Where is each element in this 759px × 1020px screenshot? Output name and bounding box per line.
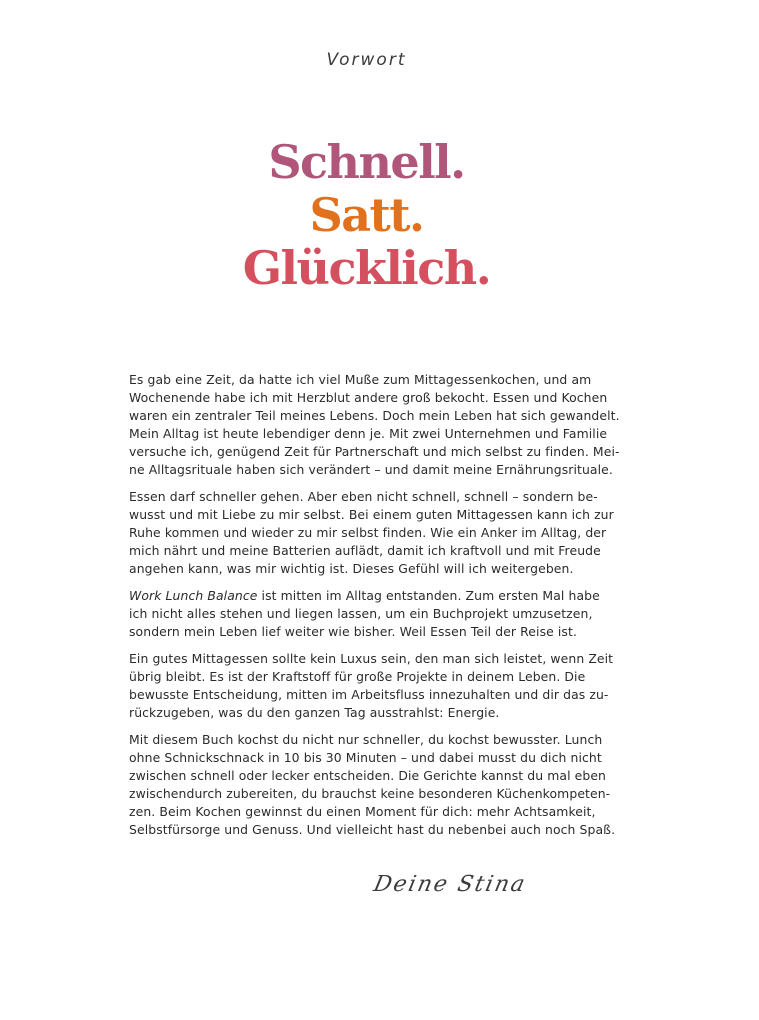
text-line: rückzugeben, was du den ganzen Tag ausstrahlst: Energie. (129, 705, 500, 720)
text-line: Ruhe kommen und wieder zu mir selbst finden. Wie ein Anker im Alltag, der (129, 525, 607, 540)
text-line: waren ein zentraler Teil meines Lebens. Doch mein Leben hat sich gewandelt. (129, 408, 620, 423)
text-fragment: ist mitten im Alltag entstanden. Zum ersten Mal habe (257, 588, 600, 603)
text-line: ich nicht alles stehen und liegen lassen, um ein Buchprojekt umzusetzen, (129, 606, 593, 621)
text-line: bewusste Entscheidung, mitten im Arbeitsfluss innezuhalten und dir das zu- (129, 687, 609, 702)
foreword-body (129, 371, 620, 848)
headline (0, 136, 733, 295)
paragraph-4 (129, 650, 614, 722)
text-line: Es gab eine Zeit, da hatte ich viel Muße zum Mittagessenkochen, und am (129, 372, 592, 387)
text-line: ne Alltagsrituale haben sich verändert – und damit meine Ernährungsrituale. (129, 462, 613, 477)
headline-line-schnell: Schnell. (268, 135, 465, 189)
text-line: wusst und mit Liebe zu mir selbst. Bei einem guten Mittagessen kann ich zur (129, 507, 614, 522)
headline-line-gluecklich: Glücklich. (242, 241, 491, 295)
text-line: Ein gutes Mittagessen sollte kein Luxus sein, den man sich leistet, wenn Zeit (129, 651, 614, 666)
text-line: versuche ich, genügend Zeit für Partnerschaft und mich selbst zu finden. Mei- (129, 444, 620, 459)
text-line: zwischen schnell oder lecker entscheiden. Die Gerichte kannst du mal eben (129, 768, 607, 783)
paragraph-3 (129, 587, 599, 641)
book-title-italic: Work Lunch Balance (129, 588, 258, 603)
signature: Deine Stina (371, 872, 529, 897)
section-title: Vorwort (326, 50, 407, 70)
text-line: angehen kann, was mir wichtig ist. Dieses Gefühl will ich weitergeben. (129, 561, 574, 576)
headline-line-satt: Satt. (309, 188, 424, 242)
text-line: übrig bleibt. Es ist der Kraftstoff für große Projekte in deinem Leben. Die (129, 669, 586, 684)
text-line: Mein Alltag ist heute lebendiger denn je. Mit zwei Unternehmen und Familie (129, 426, 608, 441)
text-line: Essen darf schneller gehen. Aber eben nicht schnell, schnell – sondern be- (129, 489, 598, 504)
text-line: Wochenende habe ich mit Herzblut andere groß bekocht. Essen und Kochen (129, 390, 608, 405)
text-line: ohne Schnickschnack in 10 bis 30 Minuten – und dabei musst du dich nicht (129, 750, 602, 765)
paragraph-1 (129, 371, 620, 479)
text-line: zwischendurch zubereiten, du brauchst keine besonderen Küchenkompeten- (129, 786, 611, 801)
text-line: Mit diesem Buch kochst du nicht nur schneller, du kochst bewusster. Lunch (129, 732, 603, 747)
text-line: Selbstfürsorge und Genuss. Und vielleicht hast du nebenbei auch noch Spaß. (129, 822, 616, 837)
paragraph-5 (129, 731, 616, 839)
text-line: sondern mein Leben lief weiter wie bisher. Weil Essen Teil der Reise ist. (129, 624, 577, 639)
text-line: zen. Beim Kochen gewinnst du einen Moment für dich: mehr Achtsamkeit, (129, 804, 596, 819)
paragraph-2 (129, 488, 614, 578)
text-line (129, 587, 599, 605)
text-line: mich nährt und meine Batterien auflädt, damit ich kraftvoll und mit Freude (129, 543, 601, 558)
